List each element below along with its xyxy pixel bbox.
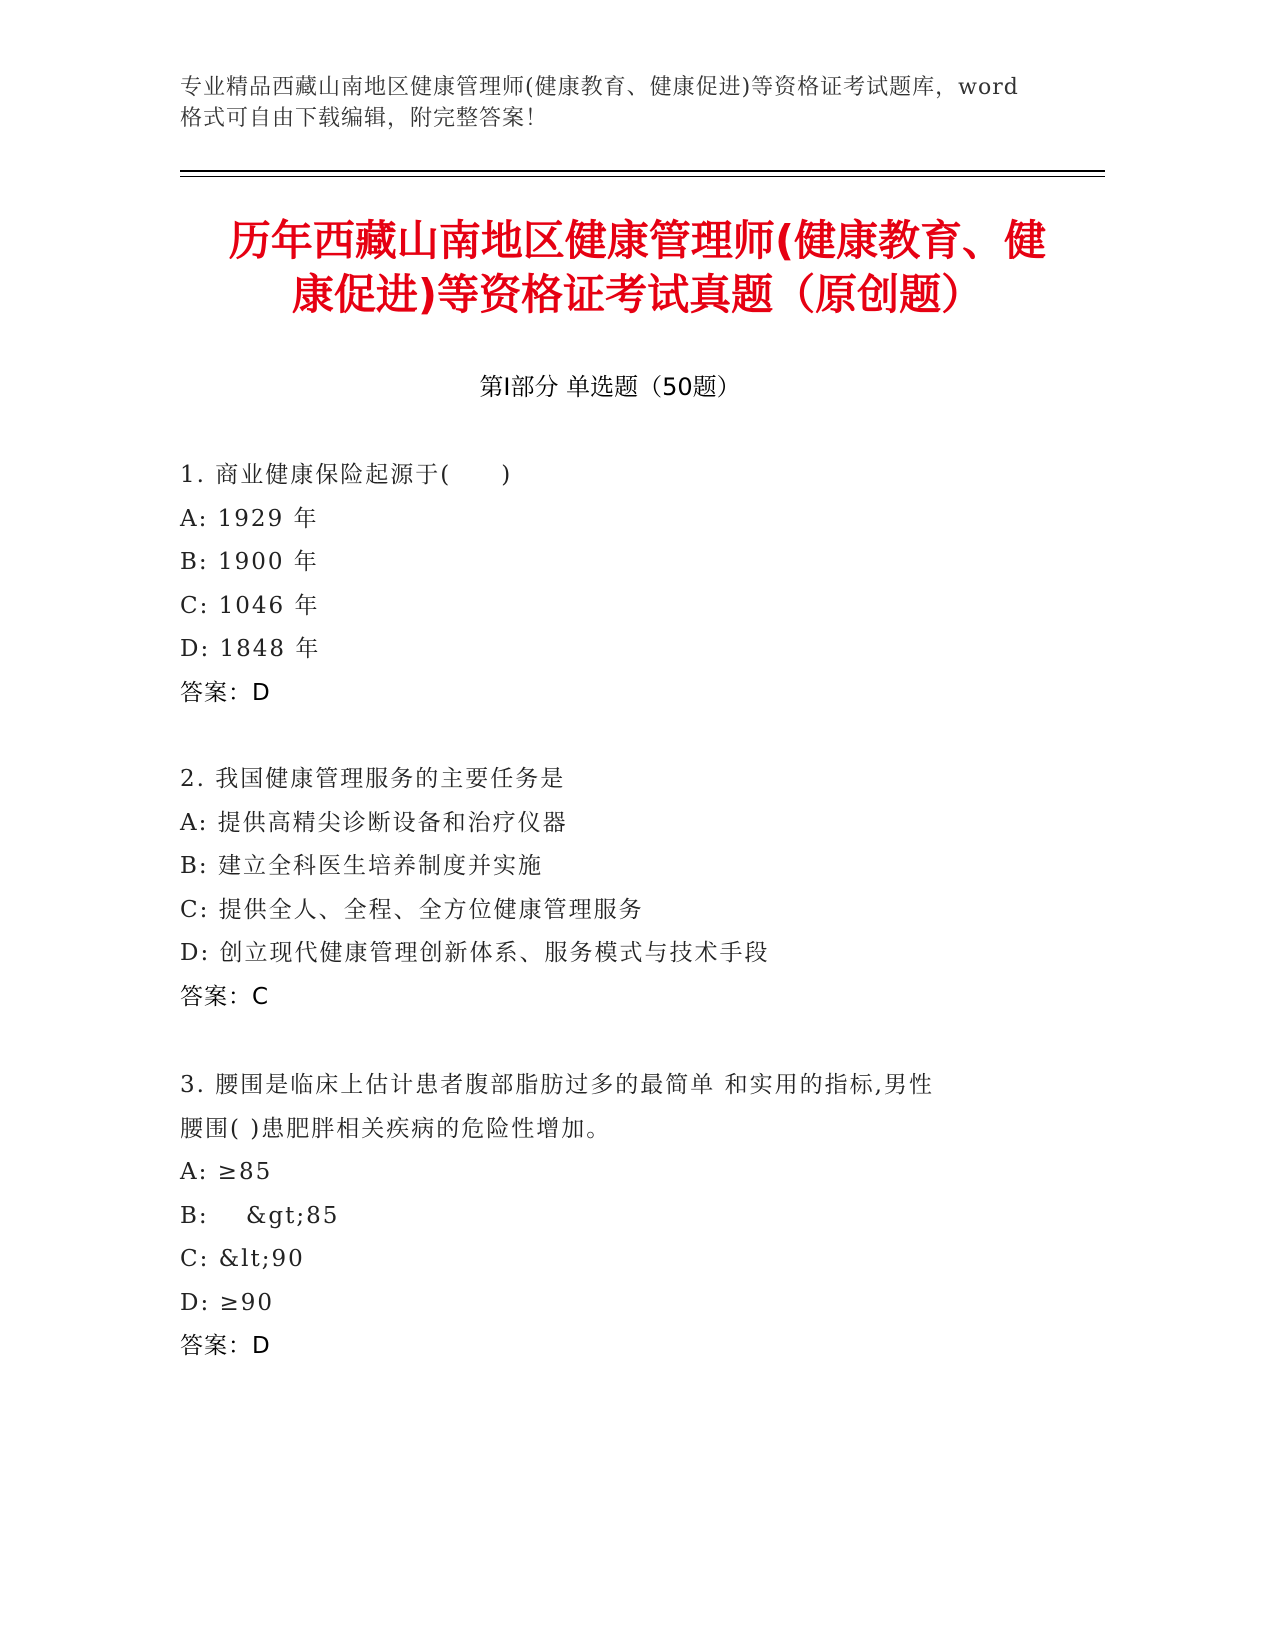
document-title [170, 214, 1105, 322]
question-stem-continued: 腰围( )患肥胖相关疾病的危险性增加。 [180, 1115, 612, 1142]
question-2 [180, 758, 1060, 1019]
answer: 答案：C [180, 983, 270, 1010]
option-a: A: 1929 年 [180, 505, 319, 532]
header-note [180, 72, 1060, 134]
option-d: D: 1848 年 [180, 636, 321, 662]
question-stem: 1. 商业健康保险起源于( ) [180, 462, 513, 488]
option-b: B: &gt;85 [180, 1202, 340, 1229]
header-divider-thin [180, 176, 1105, 177]
question-stem: 3. 腰围是临床上估计患者腹部脂肪过多的最简单 和实用的指标,男性 [180, 1072, 934, 1098]
option-c: C: &lt;90 [180, 1246, 305, 1272]
option-c: C: 提供全人、全程、全方位健康管理服务 [180, 896, 644, 923]
option-a: A: 提供高精尖诊断设备和治疗仪器 [180, 809, 568, 836]
option-c: C: 1046 年 [180, 592, 320, 619]
header-line-1: 专业精品西藏山南地区健康管理师(健康教育、健康促进)等资格证考试题库，word [180, 75, 1019, 100]
question-stem: 2. 我国健康管理服务的主要任务是 [180, 766, 566, 792]
title-line-2: 康促进)等资格证考试真题（原创题） [291, 270, 984, 319]
option-a: A: ≥85 [180, 1159, 273, 1185]
question-3 [180, 1064, 1060, 1369]
header-line-2: 格式可自由下载编辑，附完整答案！ [180, 106, 549, 131]
section-heading: 第Ⅰ部分 单选题（50题） [479, 373, 741, 401]
option-b: B: 1900 年 [180, 549, 319, 575]
option-d: D: ≥90 [180, 1289, 275, 1316]
option-d: D: 创立现代健康管理创新体系、服务模式与技术手段 [180, 940, 770, 966]
answer: 答案：D [180, 1333, 271, 1359]
title-line-1: 历年西藏山南地区健康管理师(健康教育、健 [228, 216, 1047, 265]
header-divider-thick [180, 170, 1105, 172]
question-1 [180, 454, 1060, 715]
answer: 答案：D [180, 679, 271, 706]
option-b: B: 建立全科医生培养制度并实施 [180, 853, 543, 879]
